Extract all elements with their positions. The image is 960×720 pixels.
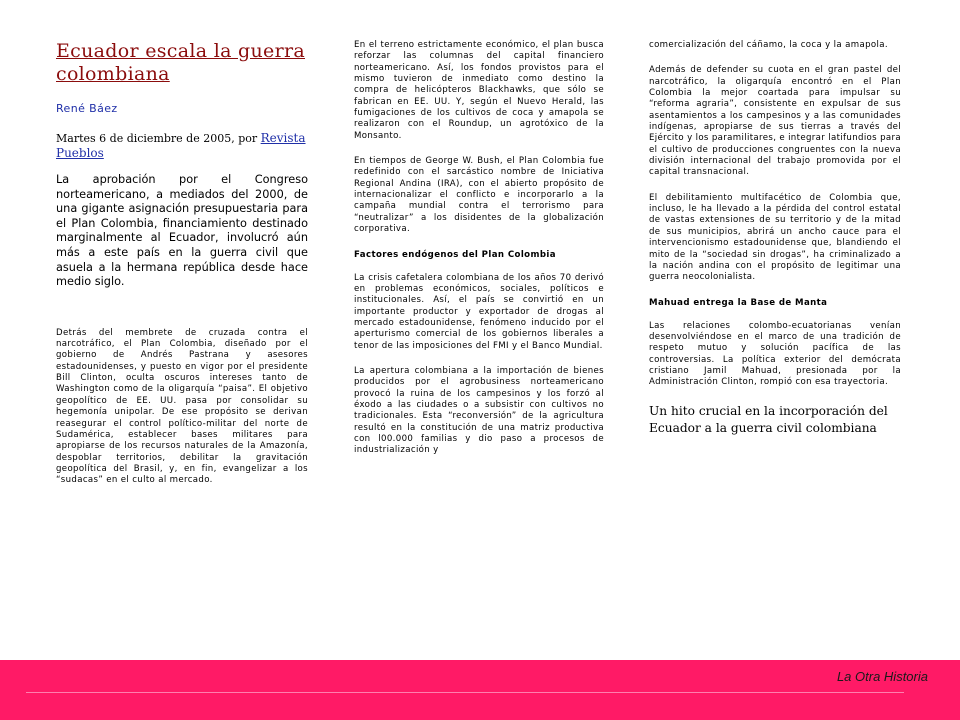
paragraph: El debilitamiento multifacético de Colombia que, incluso, le ha llevado a la pérdida del control estatal de vastas extensiones de su territorio y de la mitad de sus municipios, abrirá un ancho cauce para el intervencionismo estadounidense que, blandiendo el mito de la “sociedad sin drogas”, ha criminalizado a la nación andina con el propósito de legitimar una guerra neocolonialista. <box>649 192 901 283</box>
article-author: René Báez <box>56 102 118 115</box>
pull-quote: Un hito crucial en la incorporación del Ecuador a la guerra civil colombiana <box>649 403 888 435</box>
footer-divider <box>26 692 904 693</box>
paragraph: comercialización del cáñamo, la coca y la amapola. <box>649 40 888 50</box>
paragraph: En el terreno estrictamente económico, el plan busca reforzar las columnas del capital financiero norteamericano. Así, los fondos provistos para el mismo tuvieron de inmediato como destino la compra de helicópteros Blackhawks, que sólo se fabrican en EE. UU. Y, según el Nuevo Herald, las fumigaciones de los cultivos de coca y amapola se realizaron con el Roundup, un agrotóxico de la Monsanto. <box>354 40 604 141</box>
column-right <box>649 40 901 437</box>
column-left <box>56 40 308 501</box>
source-link[interactable]: Revista Pueblos <box>56 131 306 160</box>
article-dateline <box>56 131 308 161</box>
article-lead: La aprobación por el Congreso norteamericano, a mediados del 2000, de una gigante asignación presupuestaria para el Plan Colombia, financiamiento destinado marginalmente al Ecuador, involucró aún más a este país en la guerra civil que asuela a la hermana república desde hace medio siglo. <box>56 173 308 289</box>
paragraph: Las relaciones colombo-ecuatorianas venían desenvolviéndose en el marco de una tradición de respeto mutuo y solución pacífica de las controversias. La política exterior del demócrata cristiano Jamil Mahuad, presionada por la Administración Clinton, rompió con esa trayectoria. <box>649 320 901 388</box>
paragraph: En tiempos de George W. Bush, el Plan Colombia fue redefinido con el sarcástico nombre de Iniciativa Regional Andina (IRA), con el abierto propósito de internacionalizar el conflicto e incorporarlo a la campaña mundial contra el terrorismo para “neutralizar” a los disidentes de la globalización corporativa. <box>354 156 604 235</box>
dateline-text: Martes 6 de diciembre de 2005, por <box>56 132 258 145</box>
section-heading: Factores endógenos del Plan Colombia <box>354 249 556 260</box>
footer-band <box>0 660 960 720</box>
section-heading: Mahuad entrega la Base de Manta <box>649 297 828 308</box>
paragraph: La apertura colombiana a la importación de bienes producidos por el agrobusiness norteamericano provocó la ruina de los campesinos y los forzó al éxodo a las ciudades o a subsistir con cultivos no tradicionales. Esta “reconversión” de la agricultura resultó en la constitución de una matriz productiva con l00.000 familias y dio paso a procesos de industrialización y <box>354 365 604 456</box>
article-title: Ecuador escala la guerra colombiana <box>56 40 305 85</box>
paragraph: Además de defender su cuota en el gran pastel del narcotráfico, la oligarquía encontró en el Plan Colombia la mejor coartada para impulsar su “reforma agraria”, consistente en expulsar de sus asentamientos a los campesinos y a las comunidades indígenas, apropiarse de sus tierras a través del Ejército y los paramilitares, e integrar latifundios para el cultivo de producciones congruentes con la nueva división internacional del trabajo promovida por el capital transnacional. <box>649 65 901 178</box>
footer-label: La Otra Historia <box>836 669 928 684</box>
paragraph: Detrás del membrete de cruzada contra el narcotráfico, el Plan Colombia, diseñado por el gobierno de Andrés Pastrana y asesores estadounidenses, y puesto en vigor por el presidente Bill Clinton, oculta oscuros intereses tanto de Washington como de la oligarquía “paisa”. El objetivo geopolítico de EE. UU. pasa por consolidar su hegemonía unipolar. De ese propósito se derivan reasegurar el control político-militar del norte de Sudamérica, establecer bases militares para apropiarse de los recursos naturales de la Amazonía, despoblar territorios, debilitar la gravitación geopolítica del Brasil, y, en fin, evangelizar a los “sudacas” en el culto al mercado. <box>56 327 308 486</box>
column-middle <box>354 40 604 471</box>
paragraph: La crisis cafetalera colombiana de los años 70 derivó en problemas económicos, sociales, políticos e institucionales. Así, el país se convirtió en un importante productor y exportador de drogas al mercado estadounidense, fenómeno inducido por el aperturismo comercial de los gobiernos liberales a tenor de las imposiciones del FMI y el Banco Mundial. <box>354 272 604 351</box>
